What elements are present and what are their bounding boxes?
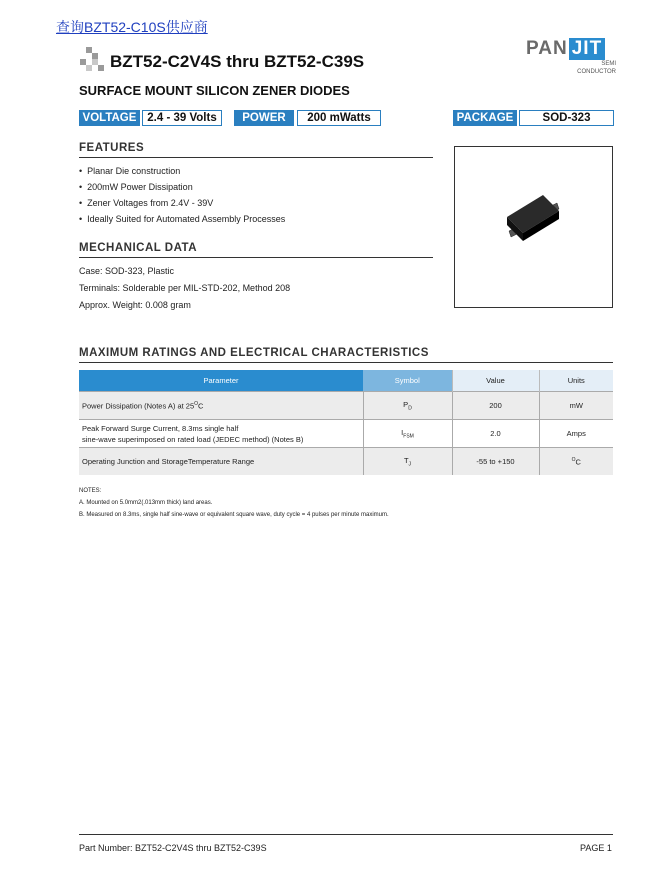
logo-jit: JIT: [569, 38, 605, 60]
notes-heading: NOTES:: [79, 488, 102, 494]
mechanical-heading: MECHANICAL DATA: [79, 242, 198, 254]
mechanical-item: Approx. Weight: 0.008 gram: [79, 300, 191, 310]
table-row: [79, 448, 613, 476]
footer-page-number: PAGE 1: [580, 843, 612, 853]
ratings-heading: MAXIMUM RATINGS AND ELECTRICAL CHARACTERISTICS: [79, 347, 429, 359]
cell-value: 2.0: [452, 420, 539, 448]
features-list: [79, 163, 285, 227]
logo-semi: SEMI: [601, 61, 616, 67]
power-label: POWER: [234, 110, 294, 126]
cell-units: $^O$C: [539, 448, 613, 476]
feature-item: • Planar Die construction: [79, 166, 181, 176]
cell-parameter: Peak Forward Surge Current, 8.3ms single half sine-wave superimposed on rated load (JEDEC method) (Notes B): [79, 420, 363, 448]
cell-parameter: Power Dissipation (Notes A) at $25^OC$: [79, 392, 363, 420]
cell-symbol: $P_D$: [363, 392, 452, 420]
cell-value: 200: [452, 392, 539, 420]
feature-item: • Ideally Suited for Automated Assembly Processes: [79, 214, 286, 224]
note-item: A. Mounted on 5.0mm2(.013mm thick) land areas.: [79, 500, 213, 506]
voltage-label: VOLTAGE: [79, 110, 140, 126]
ratings-table: [79, 370, 613, 475]
footer-rule: [79, 834, 613, 835]
cell-parameter: Operating Junction and StorageTemperature Range: [79, 448, 363, 476]
table-row: [79, 420, 613, 448]
header-units: Units: [539, 370, 613, 392]
document-title: BZT52-C2V4S thru BZT52-C39S: [110, 52, 365, 71]
header-symbol: Symbol: [363, 370, 452, 392]
header-parameter: Parameter: [79, 370, 363, 392]
document-subtitle: SURFACE MOUNT SILICON ZENER DIODES: [79, 83, 350, 98]
features-heading: FEATURES: [79, 142, 145, 154]
header-value: Value: [452, 370, 539, 392]
notes: [79, 485, 389, 521]
cell-value: -55 to +150: [452, 448, 539, 476]
note-item: B. Measured on 8.3ms, single half sine-wave or equivalent square wave, duty cycle = 4 pulses per minute maximum.: [79, 512, 389, 518]
mechanical-item: Case: SOD-323, Plastic: [79, 266, 175, 276]
mechanical-item: Terminals: Solderable per MIL-STD-202, Method 208: [79, 283, 291, 293]
cell-units: mW: [539, 392, 613, 420]
voltage-value: 2.4 - 39 Volts: [142, 110, 222, 126]
package-label: PACKAGE: [453, 110, 517, 126]
table-row: [79, 392, 613, 420]
cell-units: Amps: [539, 420, 613, 448]
feature-item: • 200mW Power Dissipation: [79, 182, 193, 192]
title-dots-icon: [80, 47, 104, 71]
logo-conductor: CONDUCTOR: [577, 69, 616, 75]
panjit-logo: [526, 38, 616, 76]
query-supplier-link[interactable]: 查询BZT52-C10S供应商: [56, 19, 208, 35]
sod323-package-image: [455, 147, 612, 307]
feature-item: • Zener Voltages from 2.4V - 39V: [79, 198, 214, 208]
mechanical-rule: [79, 257, 433, 258]
power-value: 200 mWatts: [297, 110, 381, 126]
cell-symbol: $I_{FSM}$: [363, 420, 452, 448]
logo-pan: PAN: [526, 38, 568, 59]
package-value: SOD-323: [519, 110, 614, 126]
footer-part-number: Part Number: BZT52-C2V4S thru BZT52-C39S: [79, 843, 267, 853]
features-rule: [79, 157, 433, 158]
ratings-rule: [79, 362, 613, 363]
mechanical-list: [79, 263, 290, 314]
package-image-box: [454, 146, 613, 308]
cell-symbol: $T_J$: [363, 448, 452, 476]
